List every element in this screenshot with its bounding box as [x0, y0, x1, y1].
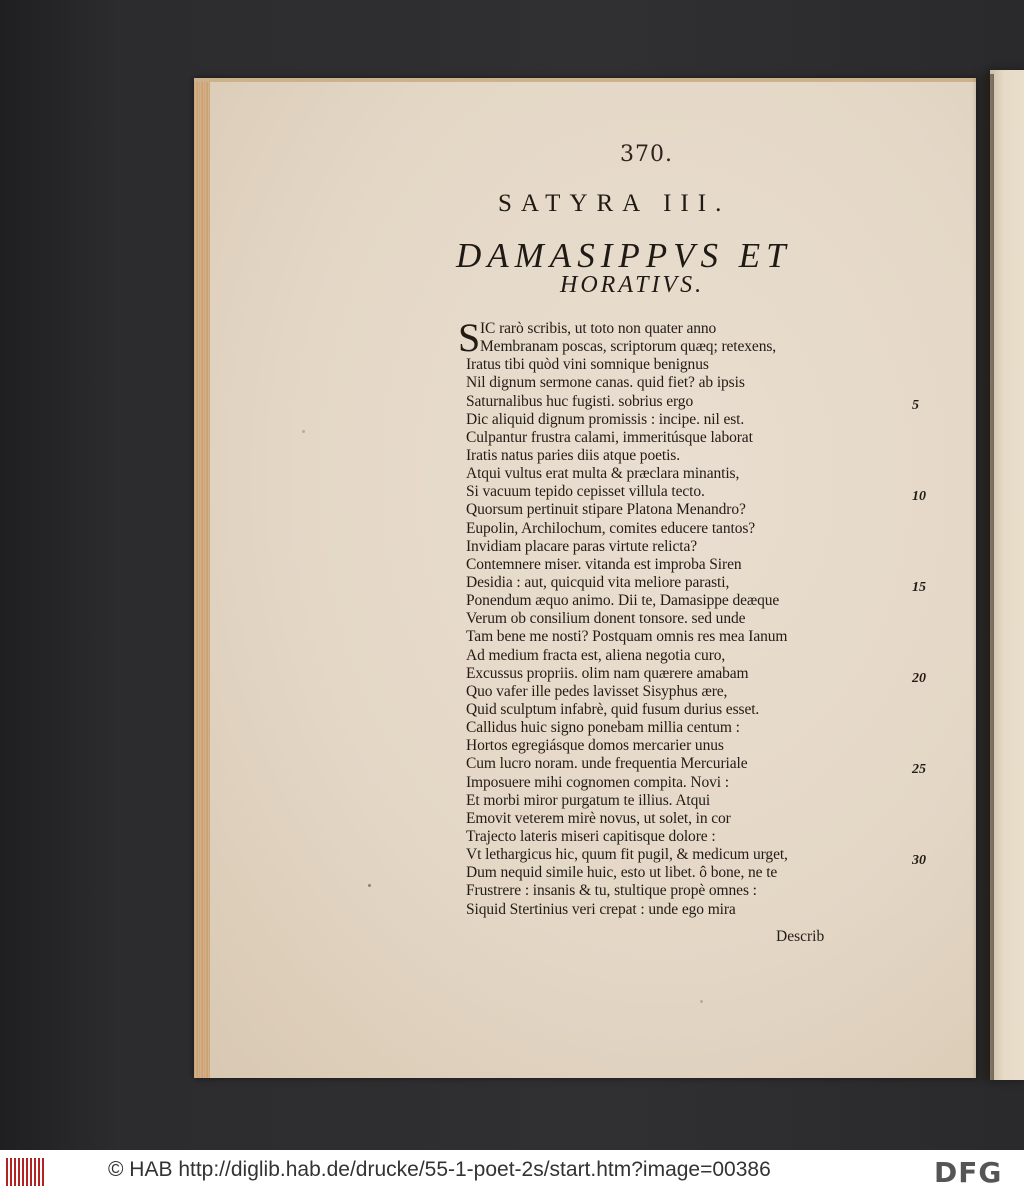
- gutter-shadow: [972, 74, 994, 1080]
- dfg-logo: DFG: [934, 1156, 1003, 1189]
- poem-line: Siquid Stertinius veri crepat : unde ego mira: [466, 900, 736, 918]
- poem-line: Ad medium fracta est, aliena negotia curo,: [466, 646, 726, 664]
- poem-line: Si vacuum tepido cepisset villula tecto.: [466, 483, 705, 501]
- poem-line: Desidia : aut, quicquid vita meliore parasti,: [466, 573, 730, 591]
- line-number-15: 15: [912, 580, 926, 595]
- drop-capital: S: [458, 315, 481, 360]
- poem-line: Quo vafer ille pedes lavisset Sisyphus ære,: [466, 682, 728, 700]
- line-number-20: 20: [912, 671, 926, 686]
- hab-barcode-logo-icon: [6, 1158, 46, 1186]
- poem-line: Invidiam placare paras virtute relicta?: [466, 537, 698, 555]
- poem-line: Ponendum æquo animo. Dii te, Damasippe deæque: [466, 592, 780, 610]
- line-number-30: 30: [912, 853, 926, 868]
- poem-line: Membranam poscas, scriptorum quæq; retexens,: [480, 338, 777, 356]
- page-number: 370.: [620, 142, 673, 167]
- poem-line: Frustrere : insanis & tu, stultique propè omnes :: [466, 882, 757, 900]
- poem-line: Iratus tibi quòd vini somnique benignus: [466, 356, 709, 374]
- poem-line: IC rarò scribis, ut toto non quater anno: [480, 320, 717, 337]
- poem-line: Vt lethargicus hic, quum fit pugil, & medicum urget,: [466, 846, 788, 864]
- poem-line: Tam bene me nosti? Postquam omnis res mea Ianum: [466, 628, 788, 646]
- poem-title-line-1: DAMASIPPVS ET: [456, 236, 792, 275]
- line-number-25: 25: [912, 762, 926, 777]
- poem-line: Verum ob consilium donent tonsore. sed unde: [466, 610, 746, 628]
- poem-line: Dum nequid simile huic, esto ut libet. ô bone, ne te: [466, 864, 778, 882]
- poem-title-line-2: HORATIVS.: [560, 272, 705, 298]
- poem-text: [466, 320, 866, 919]
- poem-line: Contemnere miser. vitanda est improba Siren: [466, 555, 742, 573]
- poem-line: Cum lucro noram. unde frequentia Mercuriale: [466, 755, 748, 773]
- poem-line: Hortos egregiásque domos mercarier unus: [466, 737, 724, 755]
- poem-line: Et morbi miror purgatum te illius. Atqui: [466, 791, 711, 809]
- line-number-5: 5: [912, 398, 919, 413]
- facing-page-edge: [990, 70, 1024, 1080]
- paper-speck: [368, 884, 371, 887]
- copyright-url: © HAB http://diglib.hab.de/drucke/55-1-poet-2s/start.htm?image=00386: [108, 1158, 771, 1181]
- poem-line: Quorsum pertinuit stipare Platona Menandro?: [466, 501, 746, 519]
- poem-line: Callidus huic signo ponebam millia centum :: [466, 719, 740, 737]
- poem-line: Quid sculptum infabrè, quid fusum durius esset.: [466, 700, 760, 718]
- catchword: Describ: [776, 928, 825, 945]
- poem-line: Saturnalibus huc fugisti. sobrius ergo: [466, 392, 694, 410]
- poem-line: Trajecto lateris miseri capitisque dolore :: [466, 827, 716, 845]
- poem-line: Culpantur frustra calami, immeritúsque laborat: [466, 428, 753, 446]
- page-top-edge: [194, 78, 976, 82]
- paper-speck: [700, 1000, 703, 1003]
- poem-line: Iratis natus paries diis atque poetis.: [466, 446, 681, 464]
- footer-bar: [0, 1150, 1024, 1193]
- page-gilt-edge: [194, 78, 210, 1078]
- poem-line: Imposuere mihi cognomen compita. Novi :: [466, 773, 729, 791]
- line-number-10: 10: [912, 489, 926, 504]
- poem-line: Emovit veterem mirè novus, ut solet, in cor: [466, 809, 731, 827]
- poem-line: Dic aliquid dignum promissis : incipe. nil est.: [466, 410, 745, 428]
- paper-speck: [302, 430, 305, 433]
- poem-line: Excussus propriis. olim nam quærere amabam: [466, 664, 749, 682]
- poem-line: Nil dignum sermone canas. quid fiet? ab ipsis: [466, 374, 745, 392]
- poem-line: Eupolin, Archilochum, comites educere tantos?: [466, 519, 756, 537]
- section-heading: SATYRA III.: [498, 190, 731, 217]
- poem-line: Atqui vultus erat multa & præclara minantis,: [466, 465, 740, 483]
